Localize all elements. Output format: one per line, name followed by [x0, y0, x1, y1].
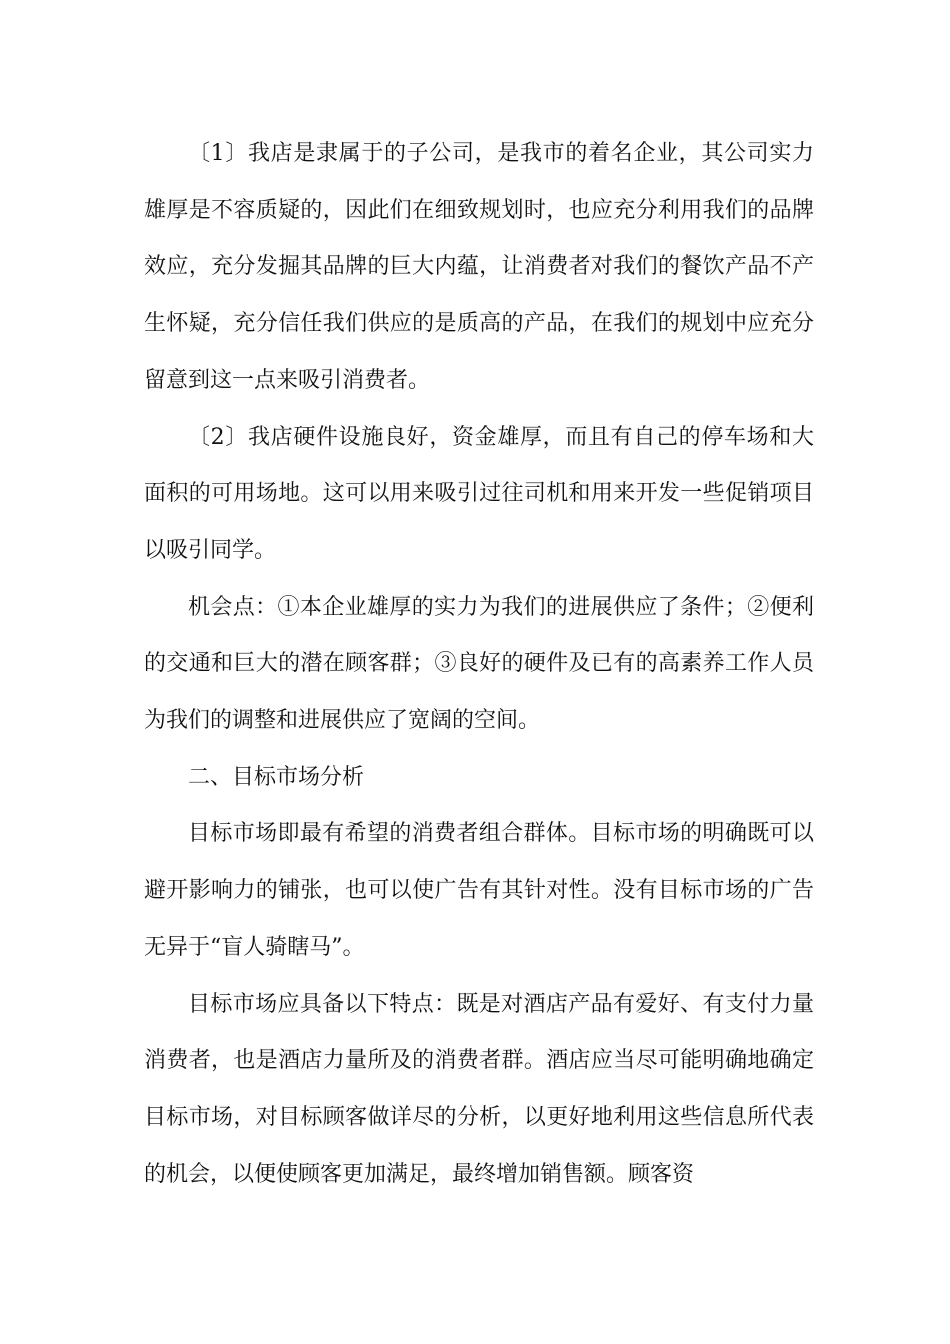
paragraph-target-market-definition: 目标市场即最有希望的消费者组合群体。目标市场的明确既可以避开影响力的铺张，也可以使广告有其针对性。没有目标市场的广告无异于“盲人骑瞎马”。	[144, 821, 814, 960]
paragraph-target-market-features: 目标市场应具备以下特点：既是对酒店产品有爱好、有支付力量消费者，也是酒店力量所及的消费者群。酒店应当尽可能明确地确定目标市场，对目标顾客做详尽的分析，以更好地利用这些信息所代表的机会，以便使顾客更加满足，最终增加销售额。顾客资	[144, 991, 814, 1187]
paragraph-hotel-subsidiary: 〔1〕我店是隶属于的子公司，是我市的着名企业，其公司实力雄厚是不容质疑的，因此们在细致规划时，也应充分利用我们的品牌效应，充分发掘其品牌的巨大内蕴，让消费者对我们的餐饮产品不产生怀疑，充分信任我们供应的是质高的产品，在我们的规划中应充分留意到这一点来吸引消费者。	[144, 141, 814, 393]
document-body	[144, 126, 814, 1203]
paragraph-opportunities: 机会点：①本企业雄厚的实力为我们的进展供应了条件；②便利的交通和巨大的潜在顾客群；③良好的硬件及已有的高素养工作人员为我们的调整和进展供应了宽阔的空间。	[144, 594, 814, 734]
section-heading-target-market: 二、目标市场分析	[188, 764, 365, 790]
paragraph-hardware-facilities: 〔2〕我店硬件设施良好，资金雄厚，而且有自己的停车场和大面积的可用场地。这可以用来吸引过往司机和用来开发一些促销项目以吸引同学。	[144, 424, 814, 563]
